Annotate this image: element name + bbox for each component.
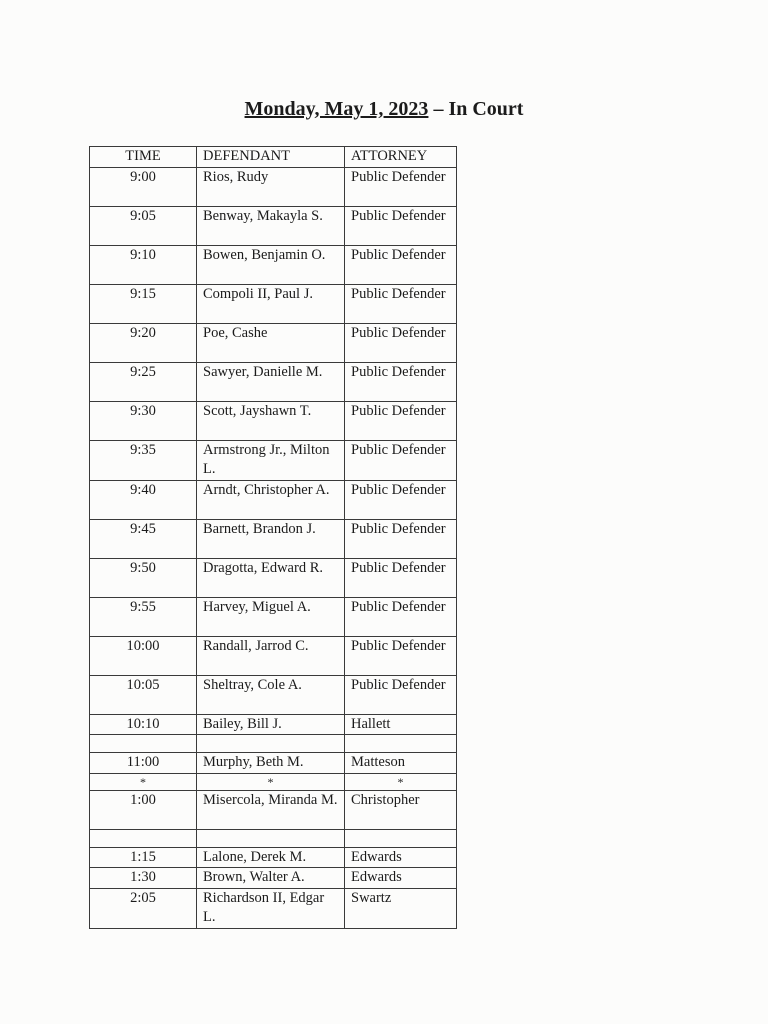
attorney-cell: [345, 735, 457, 753]
table-row: [90, 284, 457, 323]
defendant-cell: Harvey, Miguel A.: [197, 597, 345, 636]
time-cell: 9:20: [90, 323, 197, 362]
defendant-cell: Rios, Rudy: [197, 167, 345, 206]
time-cell: 2:05: [90, 888, 197, 928]
attorney-cell: Public Defender: [345, 558, 457, 597]
time-cell: 9:30: [90, 401, 197, 440]
time-cell: 9:15: [90, 284, 197, 323]
col-header-attorney: ATTORNEY: [345, 147, 457, 168]
attorney-cell: Public Defender: [345, 597, 457, 636]
table-row: [90, 675, 457, 714]
defendant-cell: Murphy, Beth M.: [197, 753, 345, 774]
defendant-cell: [197, 829, 345, 847]
time-cell: [90, 829, 197, 847]
table-row: [90, 714, 457, 735]
attorney-cell: [345, 829, 457, 847]
court-schedule-table: [89, 146, 457, 929]
attorney-cell: Public Defender: [345, 636, 457, 675]
time-cell: 1:15: [90, 847, 197, 868]
defendant-cell: Armstrong Jr., Milton L.: [197, 440, 345, 480]
table-row: [90, 790, 457, 829]
table-row: [90, 868, 457, 889]
defendant-cell: Misercola, Miranda M.: [197, 790, 345, 829]
table-row: [90, 597, 457, 636]
time-cell: 9:55: [90, 597, 197, 636]
attorney-cell: Public Defender: [345, 284, 457, 323]
defendant-cell: Compoli II, Paul J.: [197, 284, 345, 323]
table-row-empty: [90, 735, 457, 753]
table-row: [90, 480, 457, 519]
time-cell: 9:25: [90, 362, 197, 401]
table-row: [90, 558, 457, 597]
attorney-cell: Public Defender: [345, 167, 457, 206]
attorney-cell: Christopher: [345, 790, 457, 829]
attorney-cell: Public Defender: [345, 362, 457, 401]
time-cell: 9:00: [90, 167, 197, 206]
defendant-cell: Bowen, Benjamin O.: [197, 245, 345, 284]
defendant-cell: Benway, Makayla S.: [197, 206, 345, 245]
separator-star: *: [345, 773, 457, 790]
time-cell: 10:05: [90, 675, 197, 714]
attorney-cell: Public Defender: [345, 519, 457, 558]
table-row: [90, 167, 457, 206]
time-cell: 9:50: [90, 558, 197, 597]
table-row: [90, 401, 457, 440]
attorney-cell: Matteson: [345, 753, 457, 774]
table-row: [90, 440, 457, 480]
time-cell: 9:45: [90, 519, 197, 558]
defendant-cell: Bailey, Bill J.: [197, 714, 345, 735]
defendant-cell: Sawyer, Danielle M.: [197, 362, 345, 401]
attorney-cell: Edwards: [345, 868, 457, 889]
defendant-cell: Brown, Walter A.: [197, 868, 345, 889]
defendant-cell: Dragotta, Edward R.: [197, 558, 345, 597]
time-cell: 10:10: [90, 714, 197, 735]
table-row: [90, 245, 457, 284]
time-cell: [90, 735, 197, 753]
time-cell: 1:00: [90, 790, 197, 829]
attorney-cell: Public Defender: [345, 440, 457, 480]
table-row-separator: [90, 773, 457, 790]
time-cell: 11:00: [90, 753, 197, 774]
table-row: [90, 519, 457, 558]
defendant-cell: Poe, Cashe: [197, 323, 345, 362]
page-title: [0, 98, 768, 121]
defendant-cell: Arndt, Christopher A.: [197, 480, 345, 519]
table-row: [90, 636, 457, 675]
table-row: [90, 206, 457, 245]
separator-star: *: [197, 773, 345, 790]
attorney-cell: Hallett: [345, 714, 457, 735]
attorney-cell: Public Defender: [345, 401, 457, 440]
title-date: Monday, May 1, 2023: [244, 98, 429, 120]
defendant-cell: Richardson II, Edgar L.: [197, 888, 345, 928]
title-location: In Court: [448, 98, 524, 120]
attorney-cell: Edwards: [345, 847, 457, 868]
attorney-cell: Swartz: [345, 888, 457, 928]
time-cell: 10:00: [90, 636, 197, 675]
defendant-cell: Scott, Jayshawn T.: [197, 401, 345, 440]
table-row-empty: [90, 829, 457, 847]
defendant-cell: Lalone, Derek M.: [197, 847, 345, 868]
defendant-cell: Randall, Jarrod C.: [197, 636, 345, 675]
time-cell: 9:35: [90, 440, 197, 480]
table-row: [90, 323, 457, 362]
time-cell: 1:30: [90, 868, 197, 889]
separator-star: *: [90, 773, 197, 790]
table-row: [90, 362, 457, 401]
time-cell: 9:05: [90, 206, 197, 245]
time-cell: 9:40: [90, 480, 197, 519]
attorney-cell: Public Defender: [345, 480, 457, 519]
col-header-time: TIME: [90, 147, 197, 168]
title-separator: –: [428, 98, 449, 120]
table-header-row: [90, 147, 457, 168]
attorney-cell: Public Defender: [345, 206, 457, 245]
table-row: [90, 847, 457, 868]
defendant-cell: Barnett, Brandon J.: [197, 519, 345, 558]
table-row: [90, 753, 457, 774]
defendant-cell: Sheltray, Cole A.: [197, 675, 345, 714]
attorney-cell: Public Defender: [345, 245, 457, 284]
col-header-defendant: DEFENDANT: [197, 147, 345, 168]
attorney-cell: Public Defender: [345, 675, 457, 714]
defendant-cell: [197, 735, 345, 753]
attorney-cell: Public Defender: [345, 323, 457, 362]
table-row: [90, 888, 457, 928]
time-cell: 9:10: [90, 245, 197, 284]
